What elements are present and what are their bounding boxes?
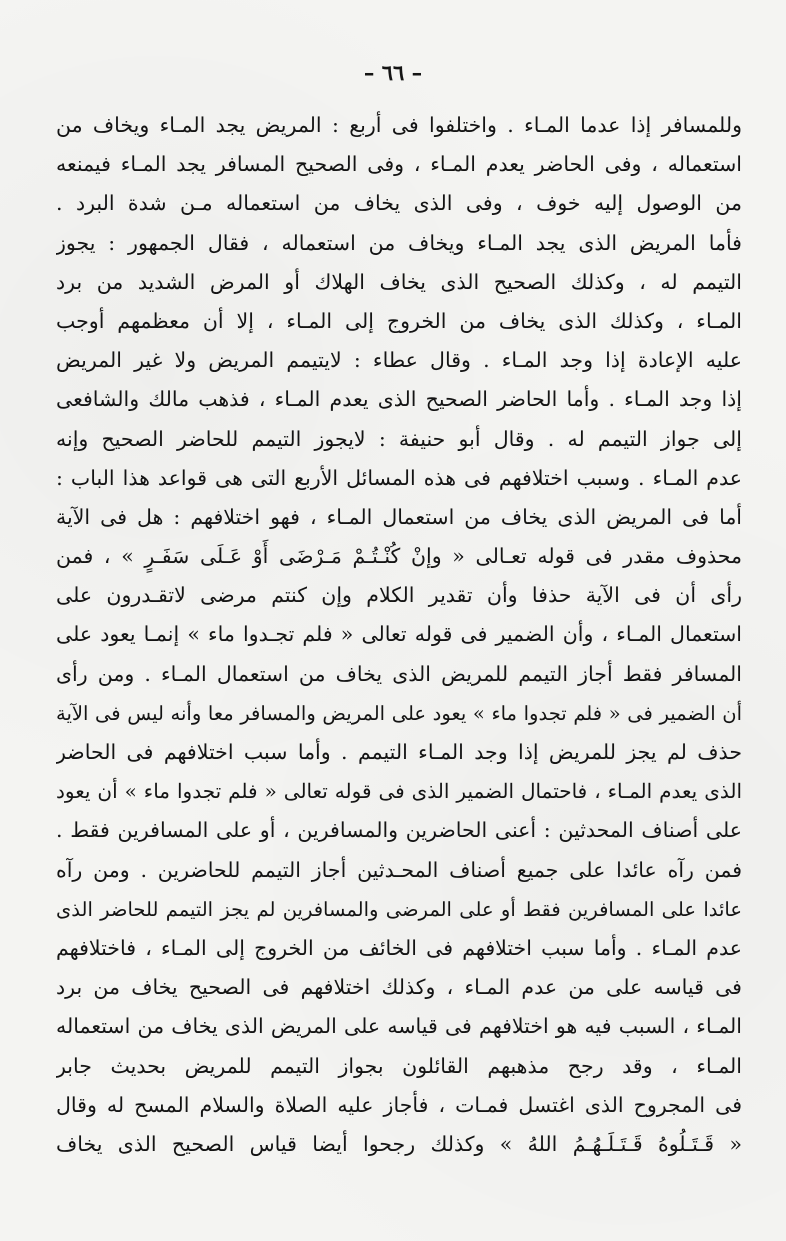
text-line: وللمسافر إذا عدما المـاء . واختلفوا فى أربع : المريض يجد المـاء ويخاف من xyxy=(56,113,742,137)
page-number: – ٦٦ – xyxy=(363,60,423,85)
text-line: فى المجروح الذى اغتسل فمـات ، فأجاز عليه الصلاة والسلام المسح له وقال xyxy=(56,1092,742,1117)
text-line: من الوصول إليه خوف ، وفى الذى يخاف من استعماله مـن شدة البرد . xyxy=(56,191,742,216)
text-line: أن الضمير فى « فلم تجدوا ماء » يعود على المريض والمسافر معا وأنه ليس فى الآية xyxy=(56,701,742,725)
text-line: محذوف مقدر فى قوله تعـالى « وإنْ كُنْـتُـمْ مَـرْضَى أَوْ عَـلَى سَفَـرٍ » ، فمن xyxy=(56,544,742,569)
text-line: عدم المـاء . وسبب اختلافهم فى هذه المسائل الأربع التى هى قواعد هذا الباب : xyxy=(56,465,742,490)
text-line: المسافر فقط أجاز التيمم للمريض الذى يخاف من استعمال المـاء . ومن رأى xyxy=(56,661,742,686)
text-line: « قَـتَـلُوهُ قَـتَـلَـهُـمُ اللهُ » وكذلك رجحوا أيضا قياس الصحيح الذى يخاف xyxy=(56,1131,742,1156)
text-line: الذى يعدم المـاء ، فاحتمال الضمير الذى فى قوله تعالى « فلم تجدوا ماء » أن يعود xyxy=(56,779,742,804)
text-line: المـاء ، وكذلك الذى يخاف من الخروج إلى المـاء ، إلا أن معظمهم أوجب xyxy=(56,308,742,333)
text-line: رأى أن فى الآية حذفا وأن تقدير الكلام وإن كنتم مرضى لاتقـدرون على xyxy=(56,583,742,608)
text-line: عليه الإعادة إذا وجد المـاء . وقال عطاء : لايتيمم المريض ولا غير المريض xyxy=(56,348,742,373)
text-line: فى قياسه على من عدم المـاء ، وكذلك اختلافهم فى الصحيح يخاف من برد xyxy=(56,975,742,1000)
text-line: حذف لم يجز للمريض إذا وجد المـاء التيمم . وأما سبب اختلافهم فى الحاضر xyxy=(56,740,742,764)
text-line: عائدا على المسافرين فقط أو على المرضى والمسافرين لم يجز التيمم للحاضر الذى xyxy=(56,897,742,921)
text-line: فمن رآه عائدا على جميع أصناف المحـدثين أجاز التيمم للحاضرين . ومن رآه xyxy=(56,857,742,882)
text-line: استعماله ، وفى الحاضر يعدم المـاء ، وفى الصحيح المسافر يجد المـاء فيمنعه xyxy=(56,152,742,177)
text-line: إلى جواز التيمم له . وقال أبو حنيفة : لايجوز التيمم للحاضر الصحيح وإنه xyxy=(56,426,742,451)
text-line: على أصناف المحدثين : أعنى الحاضرين والمسافرين ، أو على المسافرين فقط . xyxy=(56,818,742,843)
text-line: عدم المـاء . وأما سبب اختلافهم فى الخائف من الخروج إلى المـاء ، فاختلافهم xyxy=(56,935,742,960)
body-text xyxy=(56,106,742,1164)
text-line: استعمال المـاء ، وأن الضمير فى قوله تعالى « فلم تجـدوا ماء » إنمـا يعود على xyxy=(56,622,742,647)
text-line: المـاء ، السبب فيه هو اختلافهم فى قياسه على المريض الذى يخاف من استعماله xyxy=(56,1014,742,1039)
text-line: فأما المريض الذى يجد المـاء ويخاف من استعماله ، فقال الجمهور : يجوز xyxy=(56,230,742,255)
text-line: المـاء ، وقد رجح مذهبهم القائلون بجواز التيمم للمريض بحديث جابر xyxy=(56,1053,742,1078)
text-line: التيمم له ، وكذلك الصحيح الذى يخاف الهلاك أو المرض الشديد من برد xyxy=(56,269,742,294)
text-line: أما فى المريض الذى يخاف من استعمال المـاء ، فهو اختلافهم : هل فى الآية xyxy=(56,504,742,529)
text-line: إذا وجد المـاء . وأما الحاضر الصحيح الذى يعدم المـاء ، فذهب مالك والشافعى xyxy=(56,387,742,412)
